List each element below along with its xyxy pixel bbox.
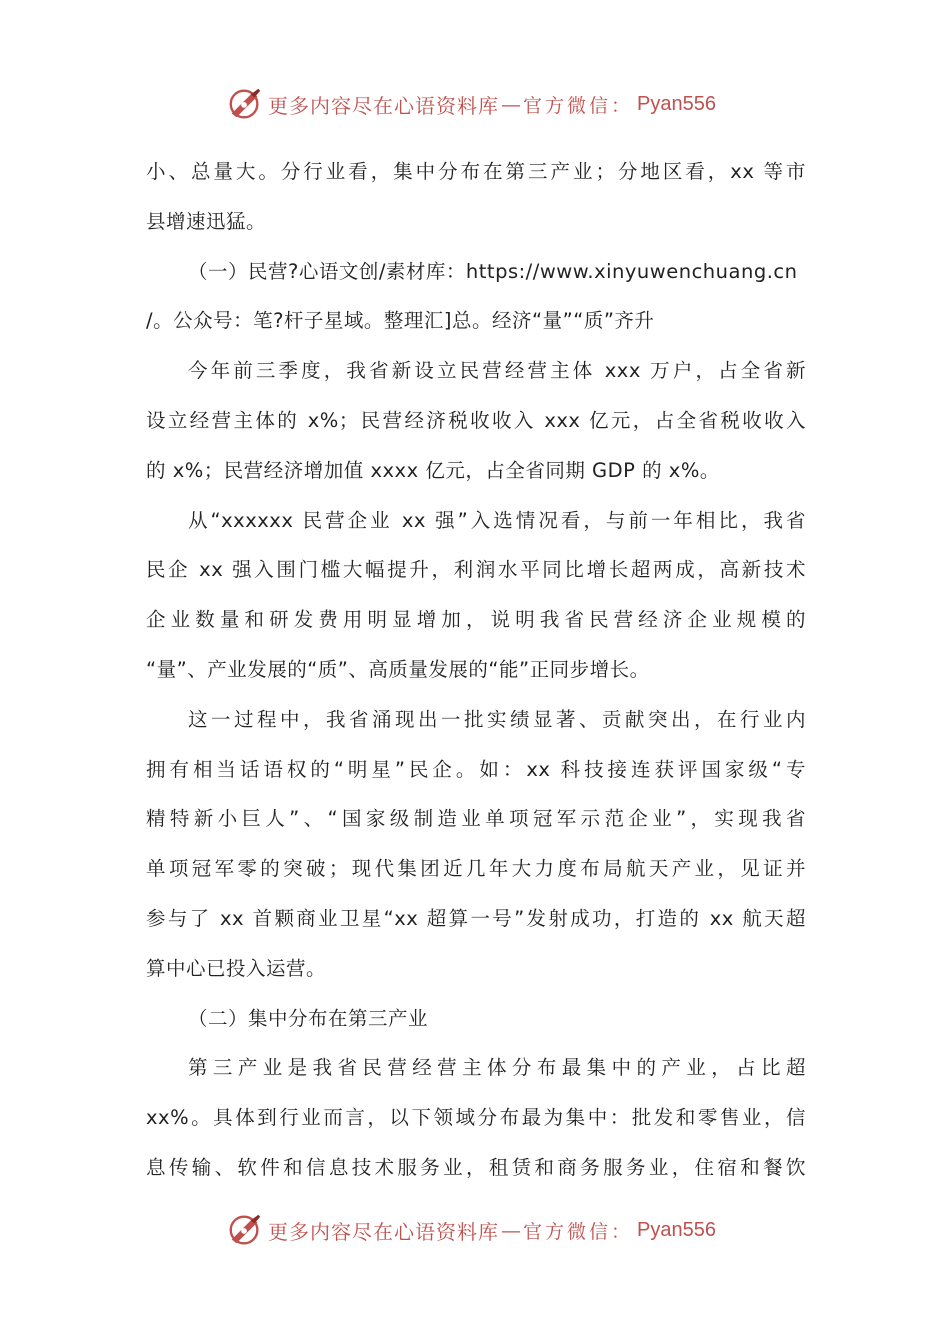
footer-banner [226, 1210, 716, 1250]
body-line: 今年前三季度，我省新设立民营经营主体 xxx 万户，占全省新 [188, 359, 806, 383]
body-line: 算中心已投入运营。 [146, 956, 327, 980]
header-banner [226, 84, 716, 124]
banner-wechat-id: Pyan556 [637, 1218, 716, 1241]
section-heading-cont: /。公众号：笔?杆子星域。整理汇]总。经济“量”“质”齐升 [146, 309, 655, 333]
section-heading: （二）集中分布在第三产业 [188, 1006, 429, 1030]
body-line: “量”、产业发展的“质”、高质量发展的“能”正同步增长。 [146, 657, 650, 681]
body-line: 设立经营主体的 x%；民营经济税收收入 xxx 亿元，占全省税收收入 [146, 408, 806, 432]
body-line: 县增速迅猛。 [146, 209, 267, 233]
body-line: 拥有相当话语权的“明星”民企。如：xx 科技接连获评国家级“专 [146, 757, 806, 781]
body-line: 单项冠军零的突破；现代集团近几年大力度布局航天产业，见证并 [146, 857, 806, 881]
body-line: 息传输、软件和信息技术服务业，租赁和商务服务业，住宿和餐饮 [146, 1155, 806, 1179]
body-line: 从“xxxxxx 民营企业 xx 强”入选情况看，与前一年相比，我省 [188, 508, 806, 532]
body-line: 参与了 xx 首颗商业卫星“xx 超算一号”发射成功，打造的 xx 航天超 [146, 906, 806, 930]
section-heading: （一）民营?心语文创/素材库：https://www.xinyuwenchuang.cn [188, 259, 798, 283]
banner-wechat-label: 官方微信： [523, 1220, 634, 1243]
banner-title: 更多内容尽在心语资料库 [268, 1219, 499, 1244]
banner-dash: — [501, 92, 521, 116]
body-line: 企业数量和研发费用明显增加，说明我省民营经济企业规模的 [146, 608, 806, 632]
banner-wechat-label: 官方微信： [523, 94, 634, 117]
banner-title: 更多内容尽在心语资料库 [268, 93, 499, 118]
pen-logo-icon [226, 1211, 264, 1249]
body-line: 精特新小巨人”、“国家级制造业单项冠军示范企业”，实现我省 [146, 807, 806, 831]
document-body [146, 147, 806, 1193]
pen-logo-icon [226, 85, 264, 123]
body-line: 的 x%；民营经济增加值 xxxx 亿元，占全省同期 GDP 的 x%。 [146, 458, 720, 482]
body-line: xx%。具体到行业而言，以下领域分布最为集中：批发和零售业，信 [146, 1106, 806, 1130]
body-line: 民企 xx 强入围门槛大幅提升，利润水平同比增长超两成，高新技术 [146, 558, 806, 582]
body-line: 第三产业是我省民营经营主体分布最集中的产业，占比超 [188, 1056, 806, 1080]
body-line: 这一过程中，我省涌现出一批实绩显著、贡献突出，在行业内 [188, 707, 806, 731]
banner-dash: — [501, 1218, 521, 1242]
body-line: 小、总量大。分行业看，集中分布在第三产业；分地区看，xx 等市 [146, 160, 806, 183]
banner-wechat-id: Pyan556 [637, 92, 716, 115]
